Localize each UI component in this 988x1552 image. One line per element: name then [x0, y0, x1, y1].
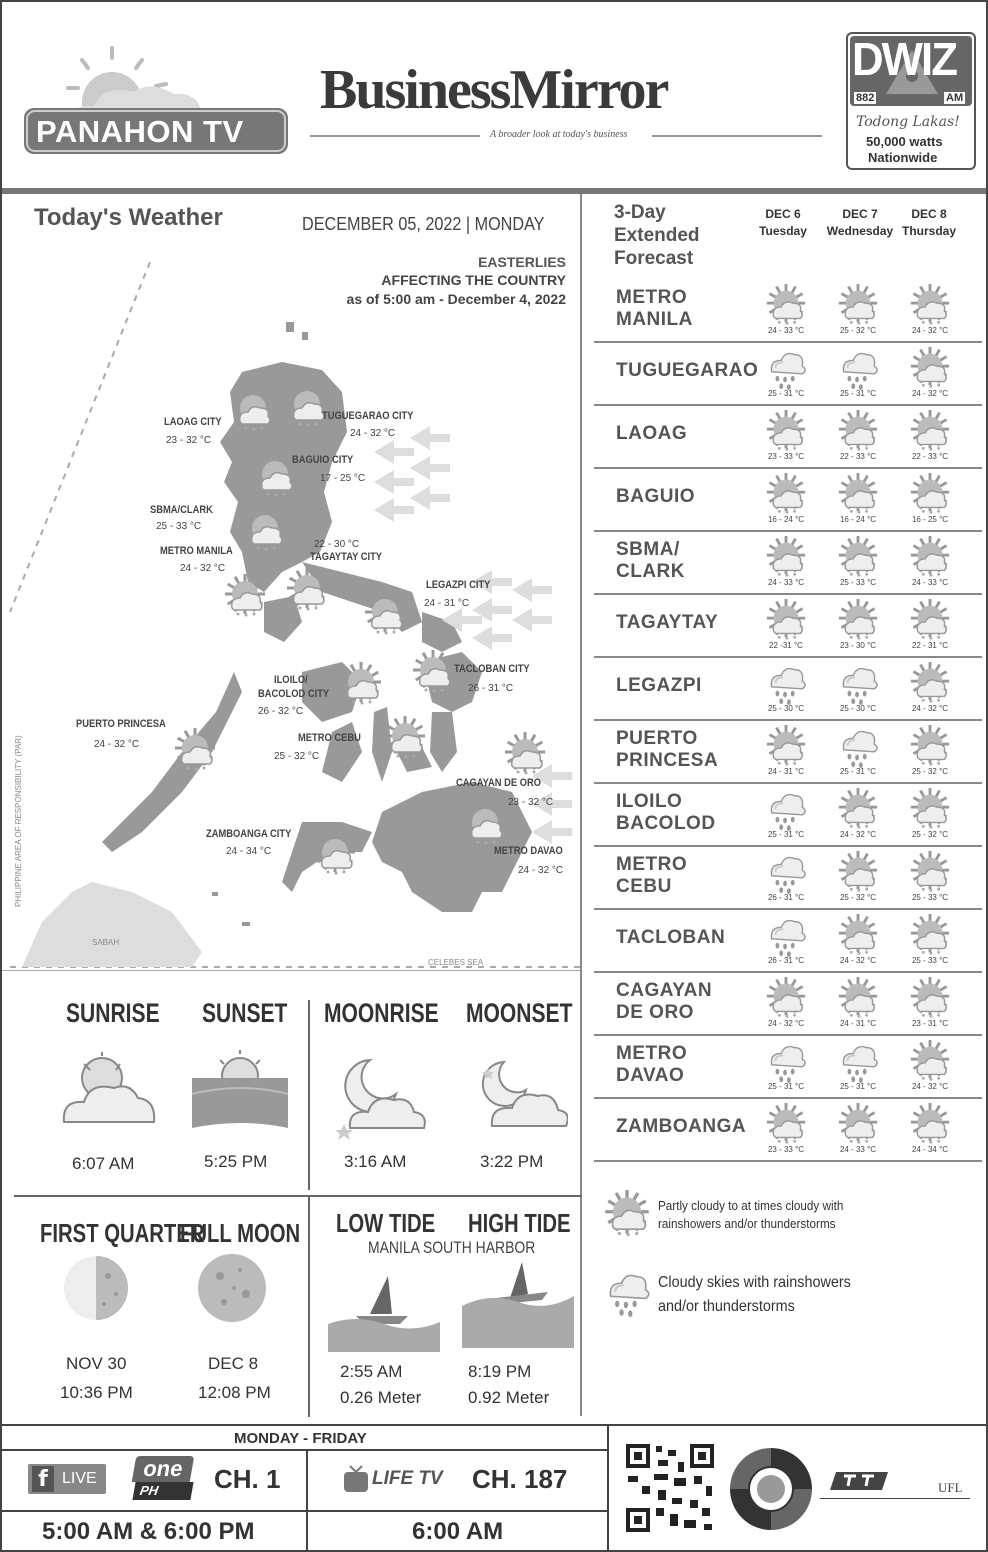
- city-name: ZAMBOANGA CITY: [206, 828, 292, 840]
- forecast-city-name-line: METRO: [616, 287, 688, 308]
- partly-cloudy-icon: [602, 1190, 652, 1240]
- forecast-row: [594, 658, 982, 721]
- city-name: SBMA/CLARK: [150, 504, 213, 516]
- rain-cloud-icon: [764, 662, 808, 706]
- first-quarter-date: NOV 30: [66, 1354, 127, 1373]
- panahon-tv-logo: [24, 40, 292, 158]
- channel-1: CH. 1: [214, 1464, 281, 1494]
- par-label: PHILIPPINE AREA OF RESPONSIBILITY (PAR): [14, 735, 23, 907]
- moonrise-label: MOONRISE: [324, 998, 439, 1028]
- low-tide-icon: [328, 1264, 440, 1354]
- forecast-temp: 26 - 31 °C: [767, 893, 805, 902]
- forecast-row: [594, 1099, 982, 1162]
- partly-cloudy-icon: [908, 788, 952, 832]
- partly-cloudy-icon: [836, 977, 880, 1021]
- city-temp: 24 - 32 °C: [180, 563, 226, 574]
- forecast-row: [594, 910, 982, 973]
- forecast-temp: 24 - 32 °C: [767, 1019, 805, 1028]
- forecast-temp: 24 - 33 °C: [911, 578, 949, 587]
- forecast-temp: 23 - 30 °C: [839, 641, 877, 650]
- city-temp: 25 - 33 °C: [156, 521, 202, 532]
- first-quarter-label: FIRST QUARTER: [40, 1218, 205, 1248]
- panahon-tv-text: PANAHON TV: [36, 114, 244, 149]
- rain-cloud-icon: [764, 914, 808, 958]
- forecast-temp: 16 - 24 °C: [767, 515, 805, 524]
- system-line-3: as of 5:00 am - December 4, 2022: [346, 291, 566, 307]
- rain-cloud-icon: [836, 662, 880, 706]
- rain-cloud-icon: [764, 851, 808, 895]
- rain-cloud-icon: [836, 725, 880, 769]
- partly-cloudy-icon: [908, 599, 952, 643]
- forecast-temp: 25 - 33 °C: [911, 893, 949, 902]
- partly-cloudy-icon: [908, 851, 952, 895]
- partly-cloudy-icon: [836, 1103, 880, 1147]
- forecast-city-name-line: TAGAYTAY: [616, 612, 719, 633]
- airtime-left: 5:00 AM & 6:00 PM: [42, 1518, 255, 1545]
- city-name: PUERTO PRINCESA: [76, 718, 166, 730]
- forecast-temp: 24 - 32 °C: [911, 704, 949, 713]
- legend-text: Partly cloudy to at times cloudy with: [658, 1198, 844, 1213]
- tide-location: MANILA SOUTH HARBOR: [368, 1238, 536, 1257]
- moonrise-time: 3:16 AM: [344, 1152, 407, 1171]
- live-label: LIVE: [62, 1470, 97, 1487]
- partly-cloudy-icon: [908, 1040, 952, 1084]
- forecast-title-1: 3-Day: [614, 202, 666, 223]
- forecast-row: [594, 721, 982, 784]
- partly-cloudy-icon: [908, 662, 952, 706]
- city-name: METRO DAVAO: [494, 845, 563, 857]
- dwiz-slogan: Todong Lakas!: [856, 114, 960, 130]
- dwiz-scope: Nationwide: [868, 150, 938, 165]
- full-moon-time: 12:08 PM: [198, 1383, 271, 1402]
- day-header-date: DEC 6: [765, 207, 801, 221]
- forecast-temp: 25 - 31 °C: [839, 767, 877, 776]
- forecast-city-name-line: TUGUEGARAO: [616, 360, 759, 381]
- city-temp: 24 - 32 °C: [518, 865, 564, 876]
- forecast-title-2: Extended: [614, 225, 700, 246]
- forecast-temp: 25 - 30 °C: [839, 704, 877, 713]
- forecast-row: [594, 280, 982, 343]
- forecast-city-name-line: CLARK: [616, 561, 685, 582]
- partly-cloudy-icon: [908, 977, 952, 1021]
- city-temp: 24 - 31 °C: [424, 598, 470, 609]
- city-temp: 23 - 32 °C: [166, 435, 212, 446]
- full-moon-date: DEC 8: [208, 1354, 259, 1373]
- partly-cloudy-icon: [908, 536, 952, 580]
- low-tide-label: LOW TIDE: [336, 1208, 436, 1238]
- dwiz-band: AM: [946, 92, 964, 104]
- city-temp: 23 - 32 °C: [508, 797, 554, 808]
- partly-cloudy-icon: [764, 977, 808, 1021]
- sunset-time: 5:25 PM: [204, 1152, 268, 1171]
- forecast-temp: 24 - 32 °C: [911, 389, 949, 398]
- partly-cloudy-icon: [908, 284, 952, 328]
- forecast-temp: 25 - 32 °C: [839, 326, 877, 335]
- forecast-temp: 24 - 33 °C: [767, 326, 805, 335]
- city-temp: 24 - 34 °C: [226, 846, 272, 857]
- partly-cloudy-icon: [764, 410, 808, 454]
- day-header-name: Wednesday: [826, 224, 894, 238]
- forecast-row: [594, 1036, 982, 1099]
- forecast-temp: 24 - 32 °C: [911, 1082, 949, 1091]
- forecast-temp: 23 - 33 °C: [767, 1145, 805, 1154]
- legend-text: Cloudy skies with rainshowers: [658, 1274, 851, 1291]
- partly-cloudy-icon: [836, 851, 880, 895]
- full-moon-icon: [194, 1250, 274, 1330]
- life-tv-logo: [342, 1464, 443, 1499]
- high-tide-icon: [462, 1258, 574, 1348]
- forecast-city-name-line: CEBU: [616, 876, 672, 897]
- forecast-temp: 25 - 32 °C: [839, 893, 877, 902]
- city-name: LAOAG CITY: [164, 416, 222, 428]
- low-tide-time: 2:55 AM: [340, 1362, 403, 1381]
- map-weather-icon: [505, 732, 545, 775]
- moonset-label: MOONSET: [466, 998, 573, 1028]
- partly-cloudy-icon: [836, 473, 880, 517]
- sunrise-label: SUNRISE: [66, 998, 160, 1028]
- sunrise-icon: [58, 1046, 158, 1136]
- partly-cloudy-icon: [836, 410, 880, 454]
- partly-cloudy-icon: [908, 1103, 952, 1147]
- masthead-tagline: A broader look at today's business: [490, 129, 628, 140]
- rain-cloud-icon: [836, 347, 880, 391]
- partly-cloudy-icon: [908, 914, 952, 958]
- rain-cloud-icon: [764, 1040, 808, 1084]
- legend-text: and/or thunderstorms: [658, 1298, 795, 1315]
- city-temp: 22 - 30 °C: [314, 539, 360, 550]
- partly-cloudy-icon: [836, 536, 880, 580]
- airtime-right: 6:00 AM: [412, 1518, 504, 1545]
- forecast-temp: 22 -31 °C: [769, 641, 803, 650]
- day-header-date: DEC 8: [911, 207, 947, 221]
- city-name: METRO CEBU: [298, 732, 361, 744]
- forecast-temp: 24 - 32 °C: [911, 326, 949, 335]
- high-tide-label: HIGH TIDE: [468, 1208, 571, 1238]
- forecast-temp: 16 - 25 °C: [911, 515, 949, 524]
- high-tide-height: 0.92 Meter: [468, 1388, 550, 1407]
- rain-cloud-icon: [764, 347, 808, 391]
- city-name: BAGUIO CITY: [292, 454, 354, 466]
- forecast-temp: 22 - 33 °C: [911, 452, 949, 461]
- forecast-city-name-line: METRO: [616, 1043, 688, 1064]
- celebes-label: CELEBES SEA: [428, 958, 484, 967]
- system-line-2: AFFECTING THE COUNTRY: [381, 272, 566, 288]
- facebook-icon: f: [32, 1466, 54, 1492]
- first-quarter-time: 10:36 PM: [60, 1383, 133, 1402]
- forecast-temp: 23 - 33 °C: [767, 452, 805, 461]
- forecast-row: [594, 784, 982, 847]
- forecast-city-name-line: LEGAZPI: [616, 675, 702, 696]
- forecast-temp: 25 - 30 °C: [767, 704, 805, 713]
- qr-code-icon: [624, 1442, 716, 1534]
- forecast-temp: 25 - 31 °C: [767, 389, 805, 398]
- ph-text: PH: [132, 1482, 193, 1500]
- forecast-row: [594, 469, 982, 532]
- city-temp: 24 - 32 °C: [94, 739, 140, 750]
- forecast-temp: 24 - 31 °C: [839, 1019, 877, 1028]
- city-temp: 25 - 32 °C: [274, 751, 320, 762]
- forecast-city-name-line: PUERTO: [616, 728, 698, 749]
- legend: [600, 1184, 980, 1334]
- forecast-temp: 25 - 31 °C: [767, 830, 805, 839]
- city-temp: 17 - 25 °C: [320, 473, 366, 484]
- city-name: LEGAZPI CITY: [426, 579, 491, 591]
- forecast-temp: 25 - 33 °C: [911, 956, 949, 965]
- city-temp: 26 - 32 °C: [258, 706, 304, 717]
- forecast-temp: 25 - 31 °C: [839, 1082, 877, 1091]
- day-header-name: Tuesday: [759, 224, 807, 238]
- partly-cloudy-icon: [908, 410, 952, 454]
- partly-cloudy-icon: [764, 599, 808, 643]
- city-name: TAGAYTAY CITY: [310, 551, 383, 563]
- today-date: DECEMBER 05, 2022 | MONDAY: [302, 214, 545, 234]
- partly-cloudy-icon: [836, 914, 880, 958]
- day-header-name: Thursday: [901, 224, 956, 238]
- forecast-temp: 22 - 31 °C: [911, 641, 949, 650]
- partly-cloudy-icon: [764, 284, 808, 328]
- forecast-row: [594, 532, 982, 595]
- forecast-city-name-line: SBMA/: [616, 539, 680, 560]
- city-temp: 24 - 32 °C: [350, 428, 396, 439]
- pagasa-seal-icon: [728, 1446, 814, 1532]
- one-text: one: [132, 1456, 195, 1482]
- moonset-time: 3:22 PM: [480, 1152, 544, 1171]
- city-name: CAGAYAN DE ORO: [456, 777, 542, 789]
- forecast-city-name-line: LAOAG: [616, 423, 688, 444]
- forecast-temp: 22 - 33 °C: [839, 452, 877, 461]
- forecast-city-name-line: CAGAYAN: [616, 980, 713, 1001]
- rain-cloud-icon: [836, 1040, 880, 1084]
- forecast-temp: 25 - 32 °C: [911, 830, 949, 839]
- city-temp: 26 - 31 °C: [468, 683, 514, 694]
- forecast-city-name-line: TACLOBAN: [616, 927, 726, 948]
- moonrise-icon: [330, 1054, 430, 1144]
- low-tide-height: 0.26 Meter: [340, 1388, 422, 1407]
- high-tide-time: 8:19 PM: [468, 1362, 532, 1381]
- forecast-temp: 24 - 33 °C: [767, 578, 805, 587]
- forecast-city-name-line: DE ORO: [616, 1002, 694, 1023]
- forecast-temp: 26 - 31 °C: [767, 956, 805, 965]
- tv-icon: [342, 1464, 370, 1494]
- facebook-live-badge: [28, 1464, 106, 1494]
- sunrise-time: 6:07 AM: [72, 1154, 135, 1173]
- moonset-icon: [468, 1054, 568, 1144]
- first-quarter-moon-icon: [60, 1250, 140, 1330]
- partly-cloudy-icon: [764, 536, 808, 580]
- forecast-temp: 24 - 32 °C: [839, 956, 877, 965]
- dwiz-watts: 50,000 watts: [866, 134, 943, 149]
- forecast-row: [594, 595, 982, 658]
- life-tv-text: LIFE TV: [372, 1468, 443, 1489]
- forecast-temp: 25 - 33 °C: [839, 578, 877, 587]
- forecast-temp: 24 - 34 °C: [911, 1145, 949, 1154]
- forecast-city-name-line: PRINCESA: [616, 750, 719, 771]
- ufl-logo-icon: [830, 1470, 890, 1492]
- partly-cloudy-icon: [764, 725, 808, 769]
- rain-cloud-icon: [602, 1268, 652, 1318]
- channel-187: CH. 187: [472, 1464, 568, 1494]
- forecast-row: [594, 343, 982, 406]
- dwiz-logo: [846, 32, 976, 170]
- forecast-temp: 24 - 32 °C: [839, 830, 877, 839]
- city-name: TACLOBAN CITY: [454, 663, 530, 675]
- masthead: BusinessMirror: [320, 59, 668, 121]
- partly-cloudy-icon: [908, 347, 952, 391]
- legend-text: rainshowers and/or thunderstorms: [658, 1216, 836, 1231]
- partly-cloudy-icon: [836, 599, 880, 643]
- partly-cloudy-icon: [764, 1103, 808, 1147]
- sabah-label: SABAH: [92, 938, 120, 947]
- forecast-row: [594, 973, 982, 1036]
- forecast-temp: 25 - 31 °C: [767, 1082, 805, 1091]
- todays-weather-title: Today's Weather: [34, 204, 223, 231]
- forecast-temp: 25 - 31 °C: [839, 389, 877, 398]
- partly-cloudy-icon: [908, 725, 952, 769]
- forecast-city-name-line: DAVAO: [616, 1065, 685, 1086]
- system-line-1: EASTERLIES: [478, 254, 566, 270]
- forecast-city-name-line: METRO: [616, 854, 688, 875]
- forecast-row: [594, 847, 982, 910]
- forecast-city-name-line: BACOLOD: [616, 813, 716, 834]
- city-name: TUGUEGARAO CITY: [322, 410, 414, 422]
- forecast-row: [594, 406, 982, 469]
- forecast-temp: 25 - 32 °C: [911, 767, 949, 776]
- partly-cloudy-icon: [908, 473, 952, 517]
- forecast-city-name-line: BAGUIO: [616, 486, 695, 507]
- one-ph-logo: [132, 1456, 194, 1502]
- forecast-temp: 24 - 31 °C: [767, 767, 805, 776]
- forecast-temp: 24 - 33 °C: [839, 1145, 877, 1154]
- rain-cloud-icon: [764, 788, 808, 832]
- forecast-temp: 16 - 24 °C: [839, 515, 877, 524]
- dwiz-call: DWIZ: [852, 33, 957, 85]
- day-header-date: DEC 7: [842, 207, 878, 221]
- partly-cloudy-icon: [764, 473, 808, 517]
- schedule-label: MONDAY - FRIDAY: [234, 1430, 367, 1447]
- city-name: ILOILO/: [274, 674, 308, 686]
- forecast-city-name-line: MANILA: [616, 309, 693, 330]
- city-name: BACOLOD CITY: [258, 688, 330, 700]
- partly-cloudy-icon: [836, 788, 880, 832]
- forecast-temp: 23 - 31 °C: [911, 1019, 949, 1028]
- partly-cloudy-icon: [836, 284, 880, 328]
- sunset-label: SUNSET: [202, 998, 288, 1028]
- forecast-title-3: Forecast: [614, 248, 694, 269]
- city-name: METRO MANILA: [160, 545, 233, 557]
- sunset-icon: [190, 1046, 290, 1136]
- ufl-text: UFL: [938, 1480, 963, 1495]
- full-moon-label: FULL MOON: [180, 1218, 301, 1248]
- forecast-city-name-line: ZAMBOANGA: [616, 1116, 747, 1137]
- dwiz-freq: 882: [856, 92, 875, 104]
- forecast-city-name-line: ILOILO: [616, 791, 683, 812]
